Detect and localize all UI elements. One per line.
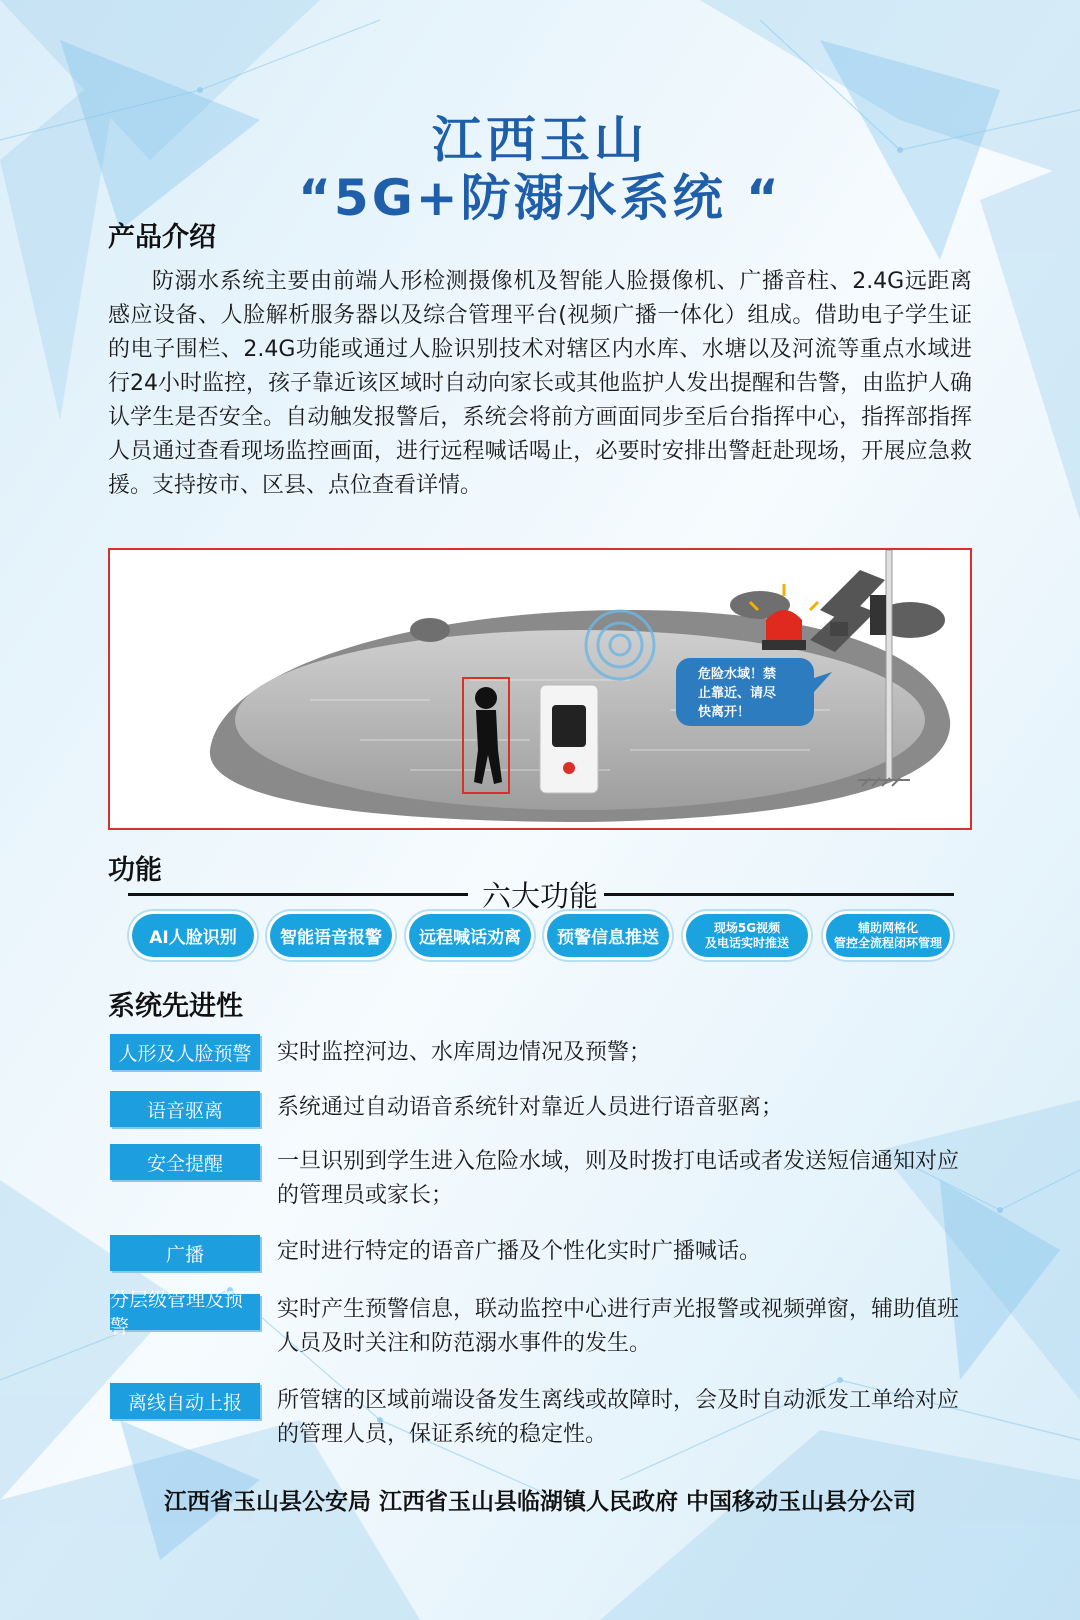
speech-bubble-line-2: 止靠近、请尽 xyxy=(698,686,777,701)
feature-label-tiered-management: 分层级管理及预警 xyxy=(110,1294,260,1330)
speech-bubble-line-1: 危险水域！禁 xyxy=(698,667,777,682)
speech-bubble-line-3: 快离开！ xyxy=(698,705,751,720)
function-pill-ai-face: AI人脸识别 xyxy=(132,914,254,957)
pond-scene-graphic xyxy=(110,550,970,828)
intro-paragraph: 防溺水系统主要由前端人形检测摄像机及智能人脸摄像机、广播音柱、2.4G远距离感应设备、人脸解析服务器以及综合管理平台(视频广播一体化）组成。借助电子学生证的电子围栏、2.4G功能或通过人脸识别技术对辖区内水库、水塘以及河流等重点水域进行24小时监控，孩子靠近该区域时自动向家长或其他监护人发出提醒和告警，由监护人确认学生是否安全。自动触发报警后，系统会将前方画面同步至后台指挥中心，指挥部指挥人员通过查看现场监控画面，进行远程喊话喝止，必要时安排出警赶赴现场，开展应急救援。支持按市、区县、点位查看详情。 xyxy=(108,269,972,498)
advanced-heading: 系统先进性 xyxy=(108,991,243,1022)
function-pill-5g-video: 现场5G视频 及电话实时推送 xyxy=(686,914,808,957)
feature-label-broadcast: 广播 xyxy=(110,1235,260,1271)
function-pill-alert-push: 预警信息推送 xyxy=(547,914,669,957)
pond-monitoring-illustration xyxy=(108,548,972,830)
feature-label-voice-dispersal: 语音驱离 xyxy=(110,1091,260,1127)
intro-heading: 产品介绍 xyxy=(108,222,216,253)
feature-label-safety-reminder: 安全提醒 xyxy=(110,1144,260,1180)
title-line-2: “5G+防溺水系统 “ xyxy=(298,169,782,227)
six-functions-title: 六大功能 xyxy=(481,879,598,913)
feature-text-tiered-management: 实时产生预警信息，联动监控中心进行声光报警或视频弹窗，辅助值班人员及时关注和防范溺水事件的发生。 xyxy=(277,1297,960,1356)
function-pill-remote-shout: 远程喊话劝离 xyxy=(409,914,531,957)
feature-text-face-alert: 实时监控河边、水库周边情况及预警； xyxy=(277,1040,652,1065)
function-pill-voice-alarm: 智能语音报警 xyxy=(270,914,392,957)
feature-label-face-alert: 人形及人脸预警 xyxy=(110,1034,260,1070)
feature-text-safety-reminder: 一旦识别到学生进入危险水域，则及时拨打电话或者发送短信通知对应的管理员或家长； xyxy=(277,1149,960,1208)
title-line-1: 江西玉山 xyxy=(432,111,648,169)
function-pill-grid-management: 辅助网格化 管控全流程闭环管理 xyxy=(826,914,950,957)
functions-heading: 功能 xyxy=(108,855,162,886)
feature-label-offline-report: 离线自动上报 xyxy=(110,1383,260,1419)
footer-organizations: 江西省玉山县公安局 江西省玉山县临湖镇人民政府 中国移动玉山县分公司 xyxy=(163,1489,916,1515)
feature-text-broadcast: 定时进行特定的语音广播及个性化实时广播喊话。 xyxy=(277,1239,762,1264)
feature-text-offline-report: 所管辖的区域前端设备发生离线或故障时，会及时自动派发工单给对应的管理人员，保证系统的稳定性。 xyxy=(277,1388,960,1447)
feature-text-voice-dispersal: 系统通过自动语音系统针对靠近人员进行语音驱离； xyxy=(277,1095,784,1120)
